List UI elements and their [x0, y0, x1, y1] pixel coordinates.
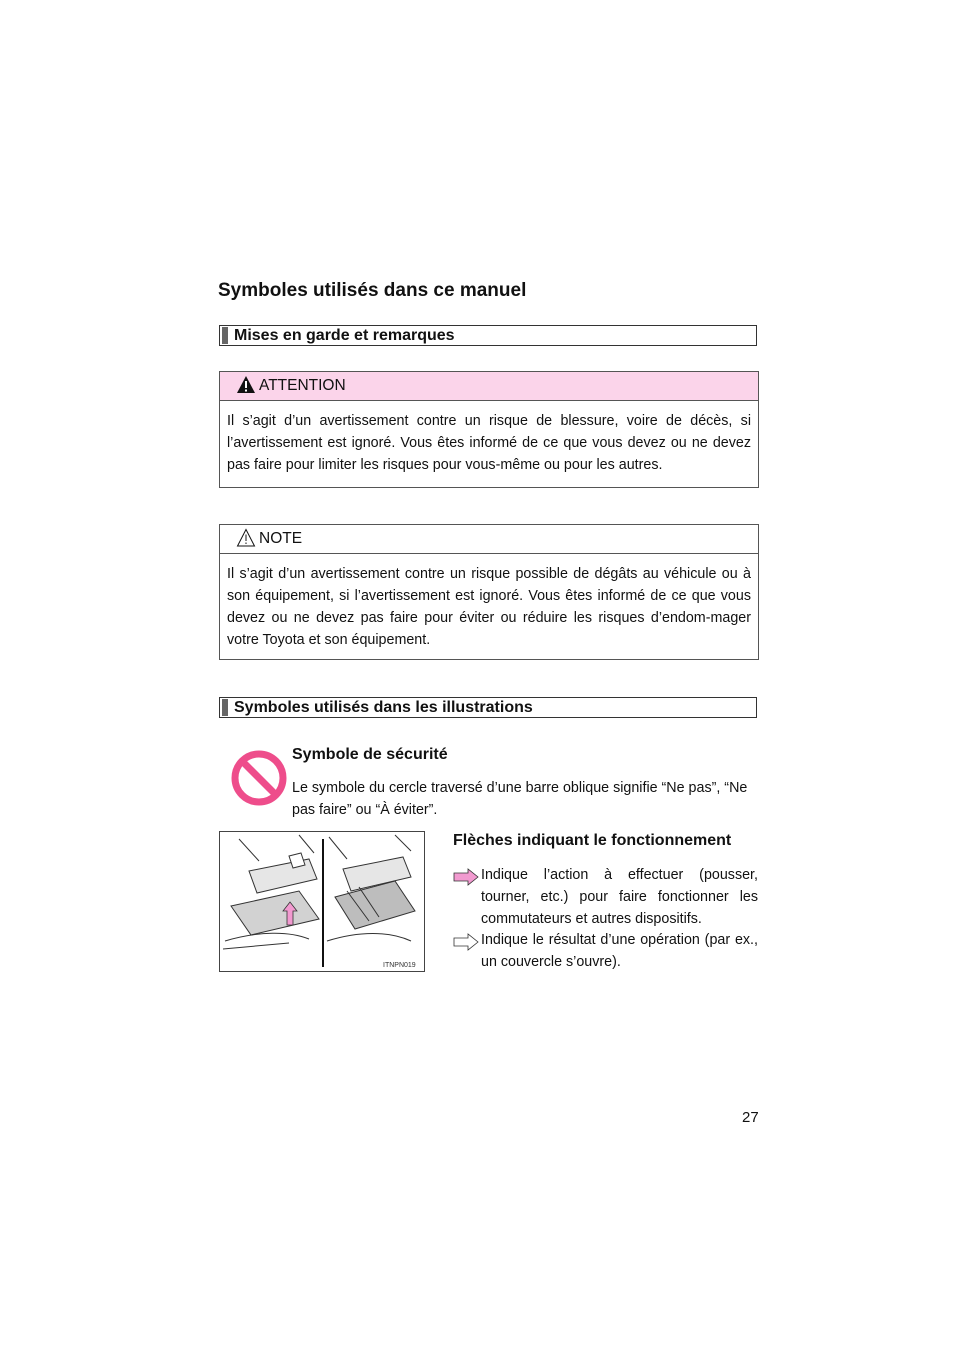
note-box — [219, 524, 759, 660]
result-arrow-item — [453, 929, 758, 973]
safety-symbol-text: Le symbole du cercle traversé d’une barre oblique signifie “Ne pas”, “Ne pas faire” ou “À éviter”. — [292, 780, 748, 818]
warning-triangle-filled-icon — [236, 375, 256, 394]
section-header-label: Mises en garde et remarques — [234, 327, 455, 344]
attention-box — [219, 371, 759, 488]
illustration-sun-visor — [219, 831, 425, 972]
page-title: Symboles utilisés dans ce manuel — [218, 280, 527, 301]
note-text: Il s’agit d’un avertissement contre un risque possible de dégâts au véhicule ou à son équipement, si l’avertissement est ignoré. Vous êtes informé de ce que vous devez ou ne devez pas faire pour éviter ou réduire les risques d’endom-mager votre Toyota et son équipement. — [227, 566, 751, 648]
action-arrow-text: Indique l’action à effectuer (pousser, tourner, etc.) pour faire fonctionner les commutateurs et autres dispositifs. — [481, 867, 758, 927]
section-header-warnings — [219, 325, 757, 346]
illustration-code: ITNPN019 — [383, 962, 416, 969]
section-header-illustrations — [219, 697, 757, 718]
result-arrow-text: Indique le résultat d’une opération (par ex., un couvercle s’ouvre). — [481, 932, 758, 970]
page-number: 27 — [742, 1109, 759, 1126]
note-title: NOTE — [259, 530, 303, 547]
note-header — [220, 525, 758, 554]
warning-triangle-outline-icon — [236, 528, 256, 547]
section-header-label: Symboles utilisés dans les illustrations — [234, 699, 533, 716]
prohibition-circle-icon — [226, 750, 292, 806]
pink-filled-arrow-icon — [453, 868, 479, 886]
attention-header — [220, 372, 758, 401]
outline-arrow-icon — [453, 933, 479, 951]
action-arrow-item — [453, 864, 758, 930]
operation-arrows-title: Flèches indiquant le fonctionnement — [453, 832, 732, 849]
safety-symbol-title: Symbole de sécurité — [292, 746, 448, 763]
attention-title: ATTENTION — [259, 377, 346, 394]
attention-text: Il s’agit d’un avertissement contre un risque de blessure, voire de décès, si l’avertissement est ignoré. Vous êtes informé de ce que vous devez ou ne devez pas faire pour limiter les risques pour vous-même ou pour les autres. — [227, 413, 751, 473]
